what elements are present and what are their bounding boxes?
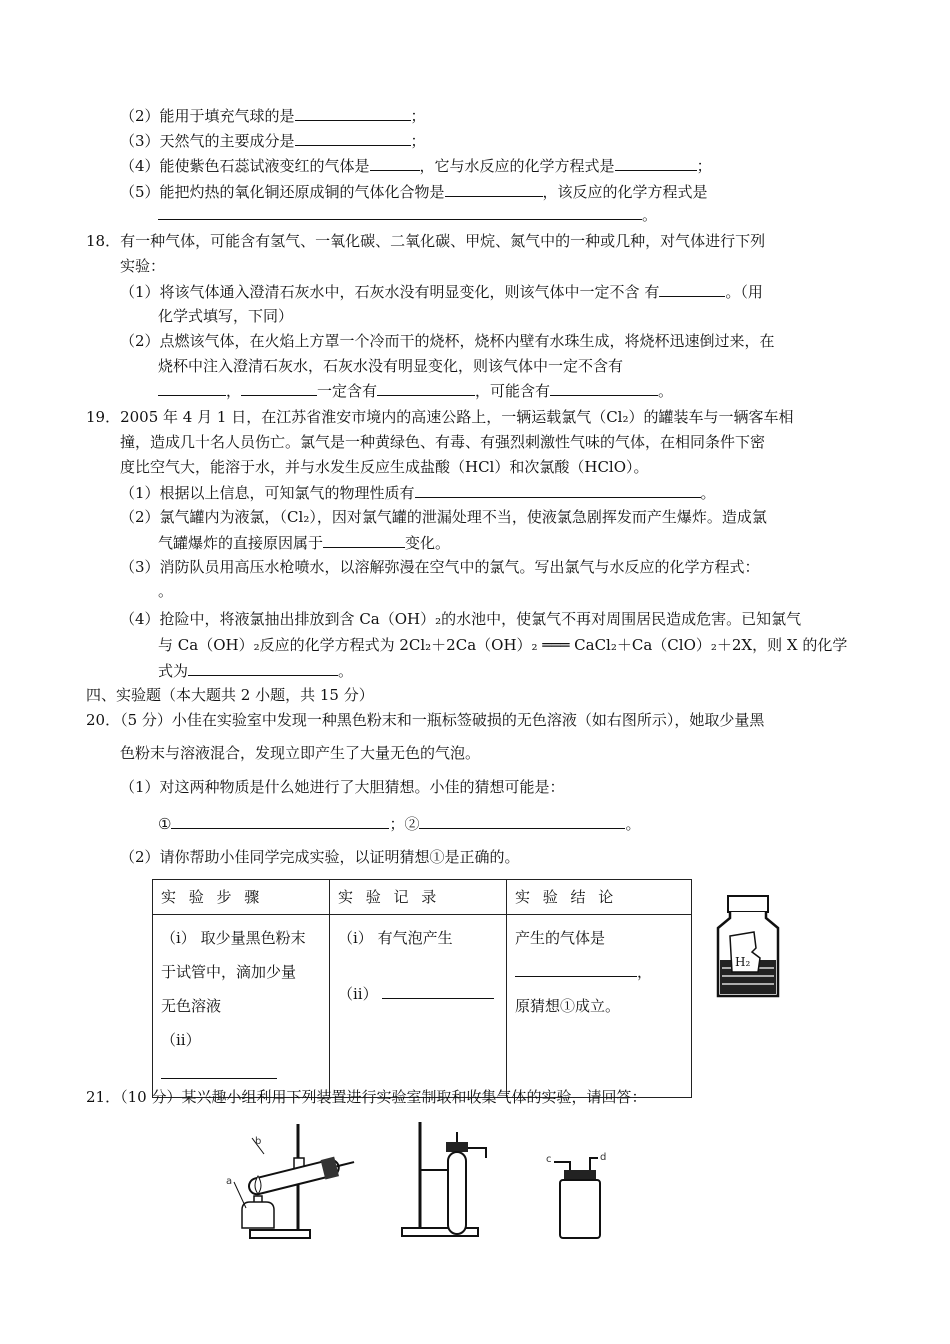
q18-stem-line2: 实验： — [120, 257, 166, 275]
q19-stem-line1: 19．2005 年 4 月 1 日，在江苏省淮安市境内的高速公路上，一辆运载氯气（Cl₂）的罐装车与一辆客车相 — [86, 408, 794, 426]
table-header-row — [153, 880, 692, 915]
q18-part2-line3: ， 一定含有 ，可能含有 。 — [158, 379, 673, 402]
answer-blank[interactable] — [377, 379, 475, 396]
heating-apparatus-figure — [220, 1118, 360, 1242]
record-cell: （i） 有气泡产生 （ii） — [330, 915, 507, 1098]
conclusion-cell: 产生的气体是 ， 原猜想①成立。 — [507, 915, 692, 1098]
q19-part3-line1: （3）消防队员用高压水枪喷水，以溶解弥漫在空气中的氯气。写出氯气与水反应的化学方程式： — [120, 558, 760, 576]
answer-blank[interactable] — [445, 180, 543, 197]
answer-blank[interactable] — [382, 982, 494, 999]
q18-part2-line2: 烧杯中注入澄清石灰水，石灰水没有明显变化，则该气体中一定不含有 — [158, 357, 624, 375]
q19-part1: （1）根据以上信息，可知氯气的物理性质有 。 — [120, 481, 716, 504]
label-c: c — [546, 1154, 552, 1165]
experiment-table — [152, 879, 692, 1098]
answer-blank[interactable] — [419, 812, 625, 829]
answer-blank[interactable] — [615, 154, 697, 171]
label-d: d — [600, 1152, 607, 1163]
q19-part4-line1: （4）抢险中，将液氯抽出排放到含 Ca（OH）₂的水池中，使氯气不再对周围居民造成危害。已知氯气 — [120, 610, 802, 628]
test-tube-stand-figure — [396, 1118, 506, 1242]
answer-blank[interactable] — [550, 379, 658, 396]
reagent-bottle-figure — [708, 892, 788, 1002]
answer-blank[interactable] — [295, 129, 411, 146]
q19-part2-line1: （2）氯气罐内为液氯，（Cl₂），因对氯气罐的泄漏处理不当，使液氯急剧挥发而产生爆炸。造成氯 — [120, 508, 767, 526]
table-header: 实 验 记 录 — [330, 880, 507, 915]
q18-part1-line2: 化学式填写，下同） — [158, 307, 294, 325]
q20-stem-line2: 色粉末与溶液混合，发现立即产生了大量无色的气泡。 — [120, 744, 481, 762]
bottle-label-text: H₂ — [735, 955, 751, 969]
q19-part4-line2: 与 Ca（OH）₂反应的化学方程式为 2Cl₂＋2Ca（OH）₂ ═══ CaCl₂＋Ca（ClO）₂＋2X，则 X 的化学 — [158, 636, 848, 654]
answer-blank[interactable] — [415, 481, 701, 498]
table-header: 实 验 结 论 — [507, 880, 692, 915]
q20-part1: （1）对这两种物质是什么她进行了大胆猜想。小佳的猜想可能是： — [120, 778, 565, 796]
answer-blank[interactable] — [515, 960, 637, 977]
q20-guesses: ① ；② 。 — [158, 812, 640, 835]
answer-blank[interactable] — [241, 379, 317, 396]
answer-blank[interactable] — [161, 1062, 277, 1079]
q17-part2: （2）能用于填充气球的是 ； — [120, 104, 426, 127]
bottle-stopper — [728, 896, 768, 912]
answer-blank[interactable] — [188, 659, 338, 676]
section-heading: 四、实验题（本大题共 2 小题，共 15 分） — [86, 686, 374, 704]
q19-stem-line3: 度比空气大，能溶于水，并与水发生反应生成盐酸（HCl）和次氯酸（HClO）。 — [120, 458, 649, 476]
q19-part4-line3: 式为 。 — [158, 659, 353, 682]
q17-part3: （3）天然气的主要成分是 ； — [120, 129, 426, 152]
answer-blank[interactable] — [659, 280, 725, 297]
answer-blank[interactable] — [295, 104, 411, 121]
q19-part2-line2: 气罐爆炸的直接原因属于 变化。 — [158, 531, 450, 554]
q17-part5: （5）能把灼热的氧化铜还原成铜的气体化合物是 ，该反应的化学方程式是 — [120, 180, 708, 203]
q17-part5-line2: 。 — [158, 203, 657, 226]
answer-blank[interactable] — [171, 812, 389, 829]
q17-part4: （4）能使紫色石蕊试液变红的气体是 ，它与水反应的化学方程式是 ； — [120, 154, 712, 177]
q18-stem-line1: 18．有一种气体，可能含有氢气、一氧化碳、二氧化碳、甲烷、氮气中的一种或几种，对气体进行下列 — [86, 232, 766, 250]
q21-stem: 21．（10 分）某兴趣小组利用下列装置进行实验室制取和收集气体的实验，请回答： — [86, 1088, 647, 1106]
answer-blank[interactable] — [323, 531, 405, 548]
label-b: b — [255, 1136, 262, 1147]
q18-part1: （1）将该气体通入澄清石灰水中，石灰水没有明显变化，则该气体中一定不含 有 。（用 — [120, 280, 763, 303]
q20-stem-line1: 20．（5 分）小佳在实验室中发现一种黑色粉末和一瓶标签破损的无色溶液（如右图所示），她取少量黑 — [86, 711, 765, 729]
q18-part2-line1: （2）点燃该气体，在火焰上方罩一个冷而干的烧杯，烧杯内壁有水珠生成，将烧杯迅速倒过来，在 — [120, 332, 775, 350]
q20-part2: （2）请你帮助小佳同学完成实验，以证明猜想①是正确的。 — [120, 848, 520, 866]
answer-blank[interactable] — [370, 154, 420, 171]
label-a: a — [226, 1176, 233, 1187]
step-cell: （i） 取少量黑色粉末 于试管中，滴加少量 无色溶液 （ii） — [153, 915, 330, 1098]
table-row — [153, 915, 692, 1098]
table-header: 实 验 步 骤 — [153, 880, 330, 915]
gas-bottle-figure — [544, 1148, 624, 1244]
q19-stem-line2: 撞，造成几十名人员伤亡。氯气是一种黄绿色、有毒、有强烈刺激性气味的气体，在相同条件下密 — [120, 433, 766, 451]
answer-blank[interactable] — [158, 203, 642, 220]
q19-part3-line2: 。 — [158, 582, 174, 600]
answer-blank[interactable] — [158, 379, 226, 396]
